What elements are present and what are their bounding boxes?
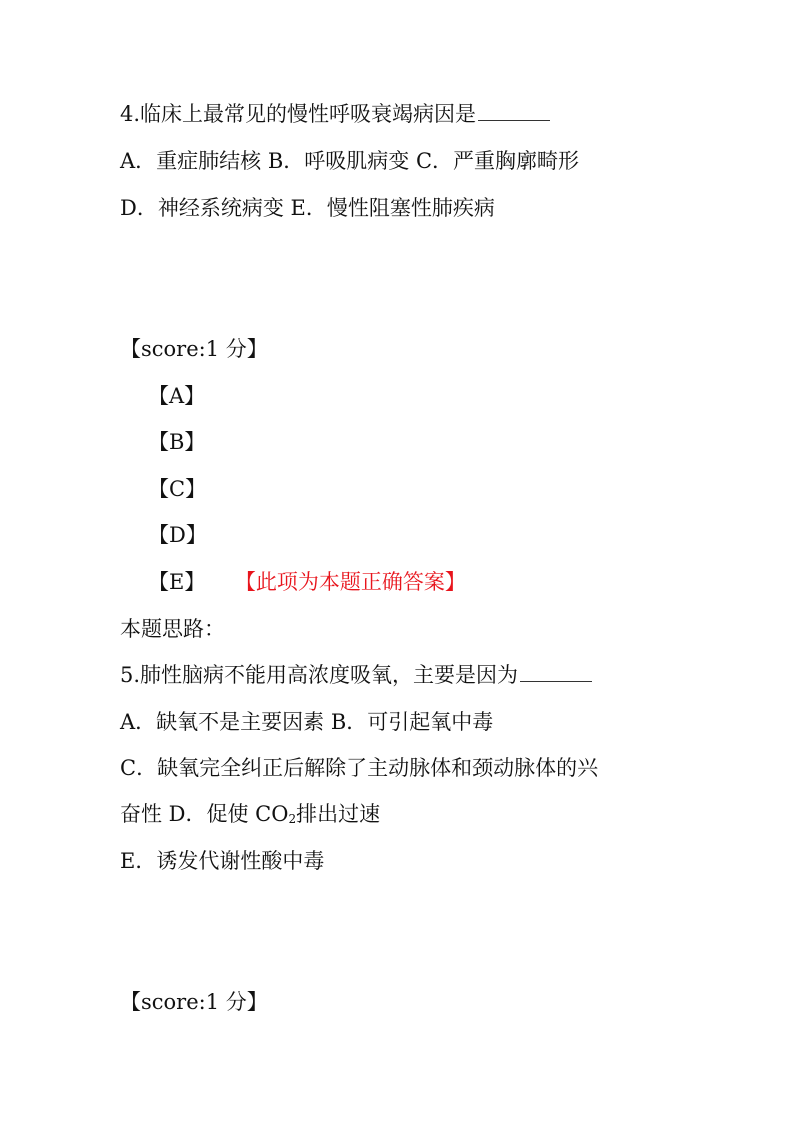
- question-4-reasoning: 本题思路：: [120, 617, 225, 641]
- option-text-pre: 奋性 D．促使 CO: [120, 802, 289, 826]
- option-text-post: 排出过速: [296, 802, 381, 826]
- question-5-options-line-1: A．缺氧不是主要因素 B．可引起氧中毒: [120, 710, 494, 734]
- question-5-options-line-3: [120, 800, 380, 828]
- answer-option-d[interactable]: 【D】: [148, 523, 207, 547]
- question-5-stem: [120, 661, 592, 689]
- question-5-score: 【score:1 分】: [120, 990, 268, 1014]
- question-5-options-line-2: C．缺氧完全纠正后解除了主动脉体和颈动脉体的兴: [120, 756, 599, 780]
- correct-answer-label: 【此项为本题正确答案】: [245, 570, 466, 594]
- answer-blank: [478, 102, 550, 121]
- answer-blank: [520, 663, 592, 682]
- answer-option-c[interactable]: 【C】: [148, 477, 207, 501]
- answer-option-b[interactable]: 【B】: [148, 430, 206, 454]
- question-4-options-line-2: D．神经系统病变 E．慢性阻塞性肺疾病: [120, 196, 495, 220]
- answer-option-a[interactable]: 【A】: [148, 384, 206, 408]
- question-4-text: 4.临床上最常见的慢性呼吸衰竭病因是: [120, 102, 477, 126]
- question-4-stem: [120, 100, 550, 128]
- question-4-options-line-1: A．重症肺结核 B．呼吸肌病变 C．严重胸廓畸形: [120, 149, 580, 173]
- question-5-text: 5.肺性脑病不能用高浓度吸氧，主要是因为: [120, 663, 519, 687]
- answer-option-e-row: [148, 568, 466, 596]
- subscript-2: 2: [288, 812, 297, 826]
- answer-option-e[interactable]: 【E】: [148, 570, 206, 594]
- question-5-options-line-4: E．诱发代谢性酸中毒: [120, 849, 325, 873]
- question-4-score: 【score:1 分】: [120, 337, 268, 361]
